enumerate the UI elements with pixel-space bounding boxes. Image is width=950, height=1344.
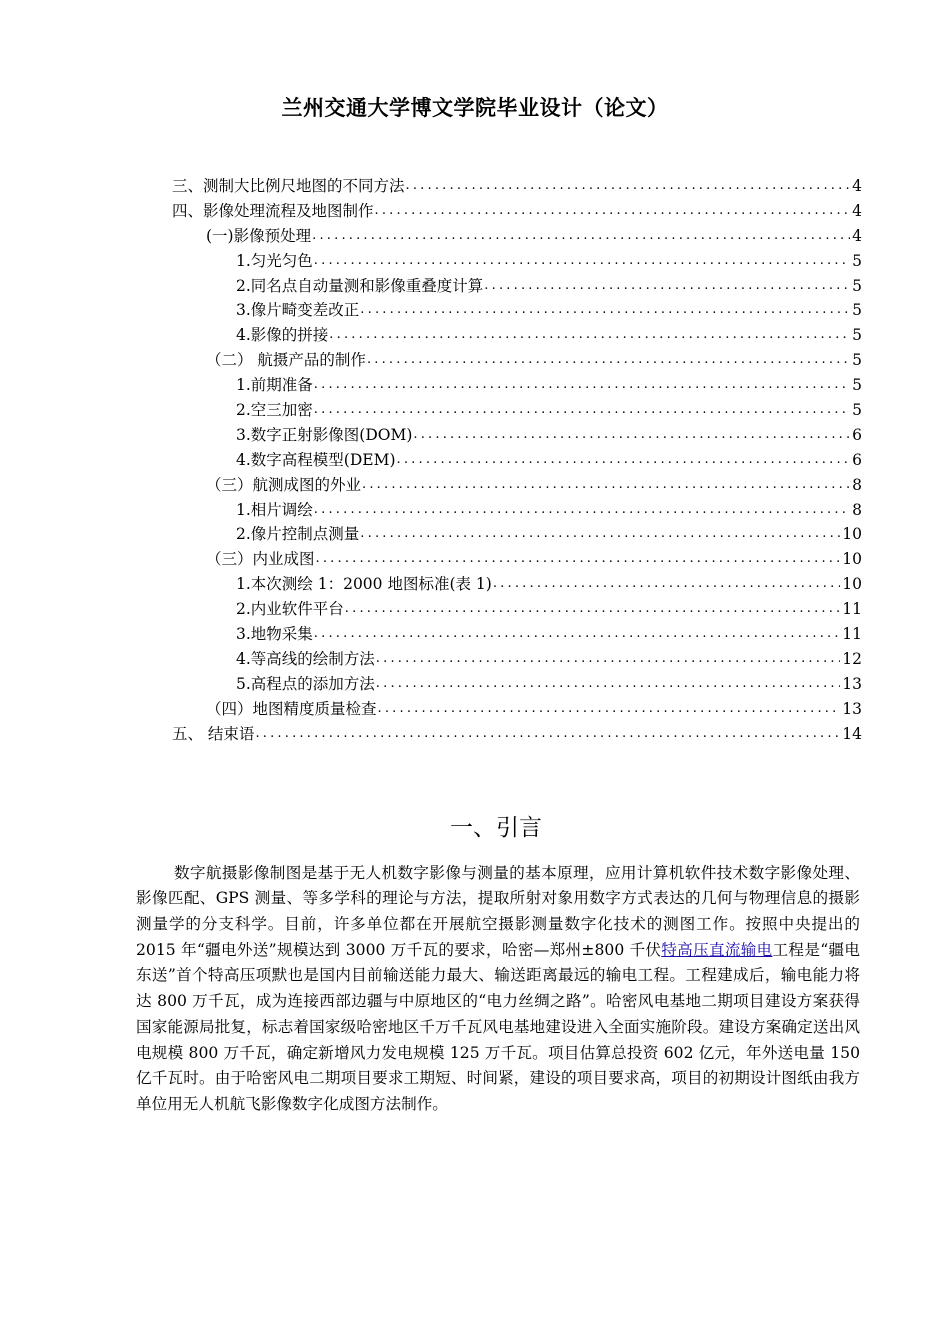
table-of-contents — [172, 174, 862, 746]
toc-entry-page-number: 5 — [852, 276, 862, 295]
toc-entry-page-number: 13 — [842, 699, 862, 718]
toc-dot-leader — [397, 448, 851, 473]
toc-entry-title: （二） 航摄产品的制作 — [206, 351, 366, 370]
toc-entry-title: 五、 结束语 — [172, 724, 255, 743]
toc-entry[interactable] — [172, 348, 862, 373]
toc-entry-page-number: 5 — [852, 376, 862, 395]
toc-entry-page-number: 5 — [852, 326, 862, 345]
toc-entry-page-number: 10 — [842, 575, 862, 594]
toc-dot-leader — [314, 498, 850, 523]
toc-dot-leader — [367, 348, 850, 373]
toc-entry[interactable] — [172, 323, 862, 348]
toc-entry[interactable] — [172, 647, 862, 672]
intro-paragraph — [136, 861, 860, 1118]
toc-entry-page-number: 8 — [852, 500, 862, 519]
toc-entry-title: 1.前期准备 — [236, 376, 313, 395]
toc-dot-leader — [493, 572, 840, 597]
toc-entry[interactable] — [172, 672, 862, 697]
toc-dot-leader — [362, 473, 850, 498]
toc-entry-page-number: 14 — [842, 724, 862, 743]
toc-entry-title: 2.空三加密 — [236, 401, 313, 419]
toc-entry-title: 4.数字高程模型(DEM) — [236, 450, 396, 469]
toc-entry[interactable] — [172, 622, 862, 647]
toc-entry-title: 1.相片调绘 — [236, 500, 313, 519]
toc-entry[interactable] — [172, 597, 862, 622]
toc-entry-page-number: 5 — [852, 301, 862, 320]
toc-entry[interactable] — [172, 722, 862, 747]
toc-entry-page-number: 10 — [842, 550, 862, 569]
toc-entry-page-number: 13 — [842, 674, 862, 693]
toc-entry[interactable] — [172, 473, 862, 498]
toc-dot-leader — [314, 249, 850, 274]
section-heading: 一、引言 — [450, 815, 542, 842]
toc-dot-leader — [312, 224, 850, 249]
toc-entry-page-number: 5 — [852, 351, 862, 370]
toc-dot-leader — [406, 174, 851, 199]
toc-dot-leader — [329, 323, 850, 348]
toc-entry[interactable] — [172, 224, 862, 249]
toc-entry-page-number: 11 — [842, 625, 862, 644]
toc-entry-title: 4.影像的拼接 — [236, 326, 329, 345]
toc-entry-title: 四、影像处理流程及地图制作 — [172, 201, 374, 220]
toc-entry-page-number: 6 — [852, 425, 862, 444]
toc-entry-title: 3.像片畸变差改正 — [236, 301, 360, 320]
toc-entry-title: 5.高程点的添加方法 — [236, 674, 375, 693]
toc-entry-title: (一)影像预处理 — [206, 226, 312, 245]
toc-entry-title: 4.等高线的绘制方法 — [236, 649, 375, 668]
toc-dot-leader — [375, 199, 851, 224]
toc-entry[interactable] — [172, 423, 862, 448]
toc-entry-title: 3.地物采集 — [236, 625, 313, 644]
toc-entry[interactable] — [172, 498, 862, 523]
toc-dot-leader — [316, 547, 841, 572]
toc-entry[interactable] — [172, 572, 862, 597]
toc-entry-page-number: 6 — [852, 450, 862, 469]
toc-entry-page-number: 8 — [852, 475, 862, 494]
toc-entry-title: 1.匀光匀色 — [236, 251, 313, 270]
toc-entry[interactable] — [172, 373, 862, 398]
toc-entry-title: 2.内业软件平台 — [236, 600, 344, 619]
toc-entry-page-number: 4 — [852, 176, 862, 195]
toc-entry[interactable] — [172, 199, 862, 224]
uhv-dc-link[interactable]: 特高压直流输电 — [661, 940, 773, 959]
toc-dot-leader — [376, 647, 840, 672]
toc-dot-leader — [314, 373, 850, 398]
toc-entry[interactable] — [172, 174, 862, 199]
toc-dot-leader — [255, 722, 840, 747]
toc-entry-title: 1.本次测绘 1：2000 地图标准(表 1) — [236, 575, 492, 594]
toc-entry-page-number: 11 — [842, 600, 862, 619]
toc-entry[interactable] — [172, 547, 862, 572]
toc-entry[interactable] — [172, 274, 862, 299]
toc-entry[interactable] — [172, 697, 862, 722]
toc-dot-leader — [314, 398, 850, 423]
toc-entry-title: 三、测制大比例尺地图的不同方法 — [172, 176, 405, 195]
paragraph-text-end: 工程是“疆电东送”首个特高压项默也是国内目前输送能力最大、输送距离最远的输电工程。工程建成后，输电能力将达 800 万千瓦，成为连接西部边疆与中原地区的“电力丝绸之路”。哈密风电基地二期项目建设方案获得国家能源局批复，标志着国家级哈密地区千万千瓦风电基地建设进入全面实施阶段。建设方案确定送出风电规模 800 万千瓦，确定新增风力发电规模 125 万千瓦。项目估算总投资 602 亿元，年外送电量 150 亿千瓦时。由于哈密风电二期项目要求工期短、时间紧，建设的项目要求高，项目的初期设计图纸由我方单位用无人机航飞影像数字化成图方法制作。 — [136, 940, 860, 1113]
toc-entry-title: （三）航测成图的外业 — [206, 475, 362, 494]
page-header-title: 兰州交通大学博文学院毕业设计（论文） — [281, 96, 669, 120]
toc-entry-page-number: 4 — [852, 226, 862, 245]
toc-entry-page-number: 12 — [842, 649, 862, 668]
toc-dot-leader — [360, 298, 850, 323]
toc-entry[interactable] — [172, 522, 862, 547]
toc-entry-page-number: 5 — [852, 251, 862, 270]
toc-entry-page-number: 10 — [842, 525, 862, 544]
toc-entry-title: 3.数字正射影像图(DOM) — [236, 425, 413, 444]
toc-entry-title: 2.同名点自动量测和影像重叠度计算 — [236, 276, 484, 295]
toc-entry-title: （三）内业成图 — [206, 550, 315, 569]
toc-entry-page-number: 5 — [852, 401, 862, 419]
toc-dot-leader — [484, 274, 850, 299]
toc-dot-leader — [360, 522, 840, 547]
paragraph-text-start: 数字航摄影像制图是基于无人机数字影像与测量的基本原理，应用计算机软件技术数字影像处理、影像匹配、GPS 测量、等多学科的理论与方法，提取所射对象用数字方式表达的几何与物理信息的摄影测量学的分支科学。目前，许多单位都在开展航空摄影测量数字化技术的测图工作。按照中央提出的 2015 年“疆电外送”规模达到 3000 万千瓦的要求，哈密—郑州±800 千伏 — [136, 863, 860, 959]
toc-entry-title: 2.像片控制点测量 — [236, 525, 360, 544]
toc-dot-leader — [378, 697, 841, 722]
toc-dot-leader — [376, 672, 840, 697]
toc-entry[interactable] — [172, 298, 862, 323]
toc-entry[interactable] — [172, 448, 862, 473]
toc-dot-leader — [345, 597, 840, 622]
toc-entry-title: （四）地图精度质量检查 — [206, 699, 377, 718]
toc-entry-page-number: 4 — [852, 201, 862, 220]
toc-entry[interactable] — [172, 249, 862, 274]
toc-dot-leader — [314, 622, 840, 647]
toc-entry[interactable] — [172, 398, 862, 423]
toc-dot-leader — [413, 423, 850, 448]
